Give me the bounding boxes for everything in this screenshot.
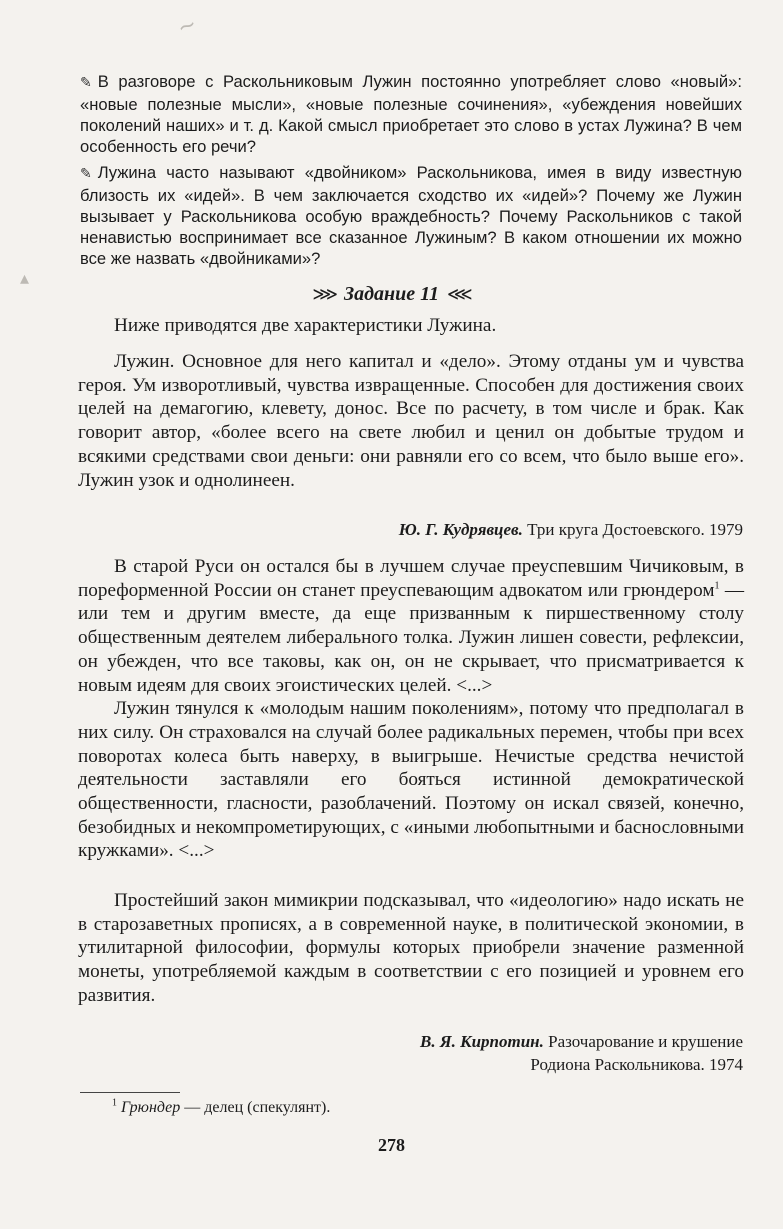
- citation-title: Три круга Достоевского. 1979: [527, 520, 743, 539]
- footnote: [112, 1097, 712, 1119]
- page-number: 278: [378, 1135, 405, 1155]
- excerpt-kirpotin: [78, 555, 744, 863]
- task-intro: Ниже приводятся две характеристики Лужина.: [114, 315, 497, 336]
- footnote-mark: 1: [112, 1097, 117, 1109]
- smudge-mark: ▴: [20, 268, 30, 289]
- citation-author: Ю. Г. Кудрявцев.: [398, 520, 523, 539]
- paragraph-text: В старой Руси он остался бы в лучшем случае преуспевшим Чичиковым, в пореформенной России он станет преуспевающим адвокатом или грюндером: [78, 556, 744, 601]
- footnote-term: Грюндер: [121, 1099, 181, 1116]
- pencil-icon: ✎: [80, 166, 92, 182]
- citation-title: Разочарование и крушение: [548, 1032, 743, 1051]
- question-text: В разговоре с Раскольниковым Лужин постоянно употребляет слово «новый»: «новые полезные мысли», «новые полезные сочинения», «убеждения новейших поколений наших» и т. д. Какой смысл приобретает это слово в устах Лужина? В чем особенность его речи?: [80, 72, 742, 156]
- ornament-left-icon: ⋙: [312, 284, 336, 304]
- paragraph-text: — или тем и другим вместе, да еще призванным к пиршественному столу общественным деятелем либерального толка. Лужин лишен совести, рефлексии, он убежден, что все таковы, как он, он не скрывает, что присматривается к новым идеям для своих эгоистических целей. <...>: [78, 579, 745, 696]
- excerpt-kudryavtsev: Лужин. Основное для него капитал и «дело». Этому отданы ум и чувства героя. Ум изворотливый, чувства извращенные. Способен для достижения своих целей на демагогию, клевету, донос. Все по расчету, в том числе и брак. Как говорит автор, «более всего на свете любил и ценил он добытые трудом и всякими средствами свои деньги: они равняли его со всем, что было выше его». Лужин узок и однолинеен.: [78, 351, 744, 491]
- citation-line: Родиона Раскольникова. 1974: [530, 1055, 743, 1074]
- question-1: [80, 71, 742, 157]
- footnote-divider: [80, 1092, 180, 1093]
- excerpt-paragraph: Простейший закон мимикрии подсказывал, что «идеологию» надо искать не в старозаветных прописях, а в современной науке, в политической экономии, в утилитарной философии, формулы которых приобрели значение разменной монеты, употребляемой каждым в соответствии с его позицией и уровнем его развития.: [78, 890, 744, 1006]
- task-title: Задание 11: [343, 283, 440, 305]
- question-2: [80, 162, 742, 269]
- excerpt-paragraph: [78, 555, 744, 697]
- citation-kudryavtsev: [123, 518, 743, 541]
- task-heading: [0, 283, 783, 306]
- citation-line: [123, 1030, 743, 1053]
- smudge-mark: ~: [174, 11, 201, 42]
- footnote-definition: — делец (спекулянт).: [180, 1099, 331, 1116]
- excerpt-paragraph: Лужин тянулся к «молодым нашим поколениям», потому что предполагал в них силу. Он страховался на случай более радикальных перемен, чтобы при всех поворотах колеса быть наверху, в выигрыше. Нечистые средства нечистой деятельности заставляли его бояться истинной демократической общественности, гласности, разоблачений. Поэтому он искал связей, конечно, безобидных и некомпрометирующих, с «иными любопытными и баснословными кружками». <...>: [78, 698, 744, 862]
- footnote-ref: 1: [714, 580, 720, 592]
- question-text: Лужина часто называют «двойником» Раскольникова, имея в виду известную близость их «идей». В чем заключается сходство их «идей»? Почему же Лужин вызывает у Раскольникова особую враждебность? Почему Раскольников с такой ненавистью воспринимает все сказанное Лужиным? В каком отношении их можно все же назвать «двойниками»?: [80, 163, 742, 268]
- ornament-right-icon: ⋘: [447, 284, 471, 304]
- citation-author: В. Я. Кирпотин.: [420, 1032, 544, 1051]
- pencil-icon: ✎: [80, 75, 92, 91]
- citation-kirpotin: [123, 1030, 743, 1076]
